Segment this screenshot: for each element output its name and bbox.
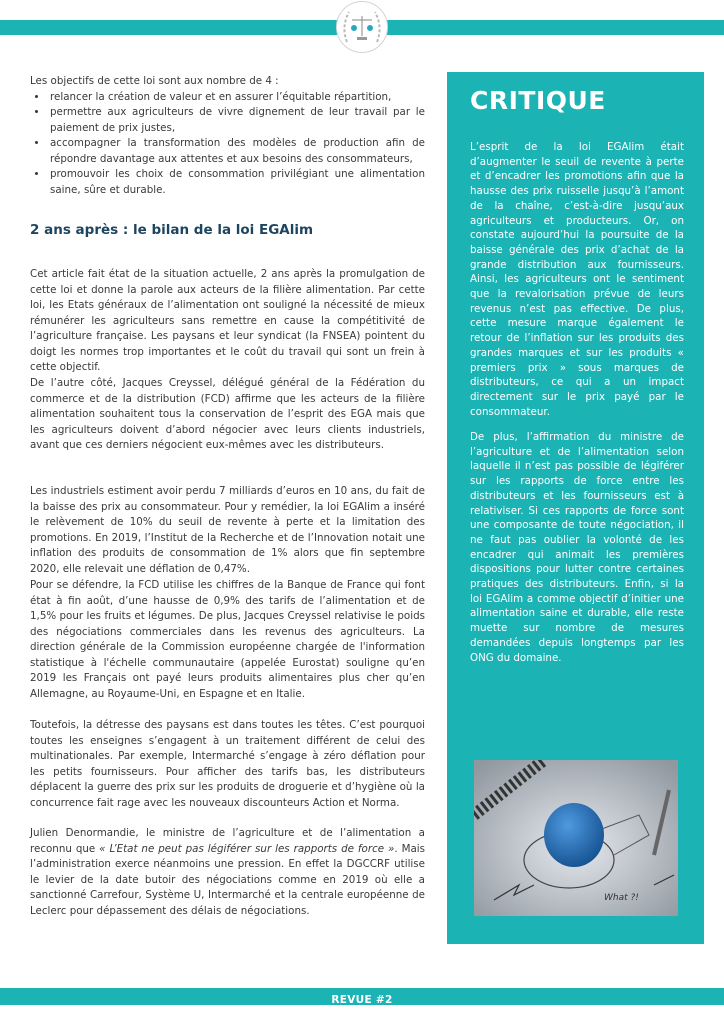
section-heading: 2 ans après : le bilan de la loi EGAlim [30, 222, 314, 238]
paragraph [30, 718, 425, 811]
paragraph [30, 484, 425, 577]
critique-sidebar [447, 72, 704, 944]
paragraph-text: De plus, l’affirmation du ministre de l’agriculture et de l’alimentation selon laquelle il n’est pas possible de légiférer sur les rapports de force entre les distributeurs et les fournisseurs est à relativiser. Si ces rapports de force sont une composante de toute négociation, il ne faut pas oublier la volonté de les encadrer qui animait les premières dispositions pour lutter contre certaines pratiques des distributeurs. Enfin, si la loi EGAlim a comme objectif d’initier une alimentation saine et durable, elle reste muette sur nombre de mesures demandées depuis longtemps par les ONG du domaine. [470, 431, 684, 664]
objective-item: • promouvoir les choix de consommation privilégiant une alimentation saine, sûre et durable. [48, 167, 425, 198]
objectives-block [30, 74, 425, 198]
critique-title: CRITIQUE [470, 86, 606, 115]
paragraph-text: Toutefois, la détresse des paysans est dans toutes les têtes. C’est pourquoi toutes les enseignes s’engagent à un traitement différent de celui des multinationales. Par exemple, Intermarché s’engage à zéro déflation pour les petits fournisseurs. Pour afficher des tarifs bas, les distributeurs déplacent la guerre des prix sur les produits de droguerie et d’hygiène où la concurrence fait rage avec les nouveaux discounteurs Action et Norma. [30, 719, 425, 809]
objective-item: • permettre aux agriculteurs de vivre dignement de leur travail par le paiement de prix justes, [48, 105, 425, 136]
paragraph-text [30, 826, 425, 919]
critique-paragraph [470, 430, 684, 665]
paragraph-text: Cet article fait état de la situation actuelle, 2 ans après la promulgation de cette loi et donne la parole aux acteurs de la filière alimentation. Par cette loi, les Etats généraux de l’alimentation ont souligné la nécessité de mieux rémunérer les agriculteurs sans remettre en cause la compétitivité de l’agriculture française. Les paysans et leur syndicat (la FNSEA) pointent du doigt les normes trop importantes et le coût du travail qui sont un frein à cette objectif. [30, 268, 425, 373]
paragraph [30, 267, 425, 376]
paragraph-text-start: Julien Denormandie, le ministre de l’agriculture et de l’alimentation a reconnu que [30, 827, 425, 855]
footer-bar [0, 988, 724, 1005]
objective-item: • relancer la création de valeur et en assurer l’équitable répartition, [48, 90, 425, 106]
logo [336, 1, 388, 53]
quote: « L’Etat ne peut pas légiférer sur les rapports de force » [99, 842, 395, 855]
lightbulb-sketch-photo [474, 760, 678, 916]
critique-paragraph [470, 140, 684, 419]
paragraph-text: L’esprit de la loi EGAlim était d’augmenter le seuil de revente à perte et d’encadrer les promotions afin que la hausse des prix ruisselle jusqu’à l’amont de la chaîne, c’est-à-dire jusqu’aux agriculteurs et producteurs. Or, on constate aujourd’hui la poursuite de la baisse générale des prix d’achat de la grande distribution aux fournisseurs. Ainsi, les agriculteurs ont le sentiment que la revalorisation prévue de leurs revenus n’est pas effective. De plus, cette mesure marque également le retour de l’inflation sur les produits des grandes marques et sur les produits « premiers prix » sous marques de distributeurs, ce qui a un impact directement sur le prix payé par le consommateur. [470, 141, 684, 418]
objectives-lead: Les objectifs de cette loi sont aux nombre de 4 : [30, 75, 279, 87]
paragraph-text: De l’autre côté, Jacques Creyssel, délégué général de la Fédération du commerce et de la distribution (FCD) affirme que les acteurs de la filière alimentation souhaitent tous la conservation de l’esprit des EGA mais que les agriculteurs doivent d’abord négocier avec leurs clients industriels, avant que ces derniers négocient eux-mêmes avec les distributeurs. [30, 377, 425, 451]
paragraph-text: Pour se défendre, la FCD utilise les chiffres de la Banque de France qui font état à fin août, d’une hausse de 0,9% des tarifs de l’alimentation et de 1,5% pour les fruits et légumes. De plus, Jacques Creyssel relativise le poids des négociations commerciales dans les revenus des agriculteurs. La direction générale de la Commission européenne chargée de l'information statistique à l'échelle communautaire (appelée Eurostat) souligne qu’en 2019 les Français ont payé leurs produits alimentaires plus cher qu’en Allemagne, au Royaume-Uni, en Espagne et en Italie. [30, 579, 425, 700]
scales-of-justice-icon [337, 2, 387, 52]
objectives-list [30, 90, 425, 199]
paragraph-text: Les industriels estiment avoir perdu 7 milliards d’euros en 10 ans, du fait de la baisse des prix au consommateur. Pour y remédier, la loi EGAlim a inséré le relèvement de 10% du seuil de revente à perte et la limitation des promotions. En 2019, l’Institut de la Recherche et de l’Innovation notait une inflation des produits de consommation de 1% alors que fin septembre 2020, elle relevait une déflation de 0,47%. [30, 485, 425, 575]
paragraph [30, 826, 425, 919]
paragraph [30, 376, 425, 454]
paragraph [30, 578, 425, 702]
paragraph-text-end: . Mais l’administration exerce néanmoins une pression. En effet la DGCCRF utilise le levier de la date butoir des négociations comme en 2019 où elle a sanctionné Carrefour, Système U, Intermarché et la centrale européenne de Leclerc pour dépassement des délais de négociations. [30, 842, 425, 917]
issue-label: REVUE #2 [331, 994, 393, 1006]
objective-item: • accompagner la transformation des modèles de production afin de répondre davantage aux attentes et aux besoins des consommateurs, [48, 136, 425, 167]
photo-sketch-text: What ?! [604, 893, 639, 903]
